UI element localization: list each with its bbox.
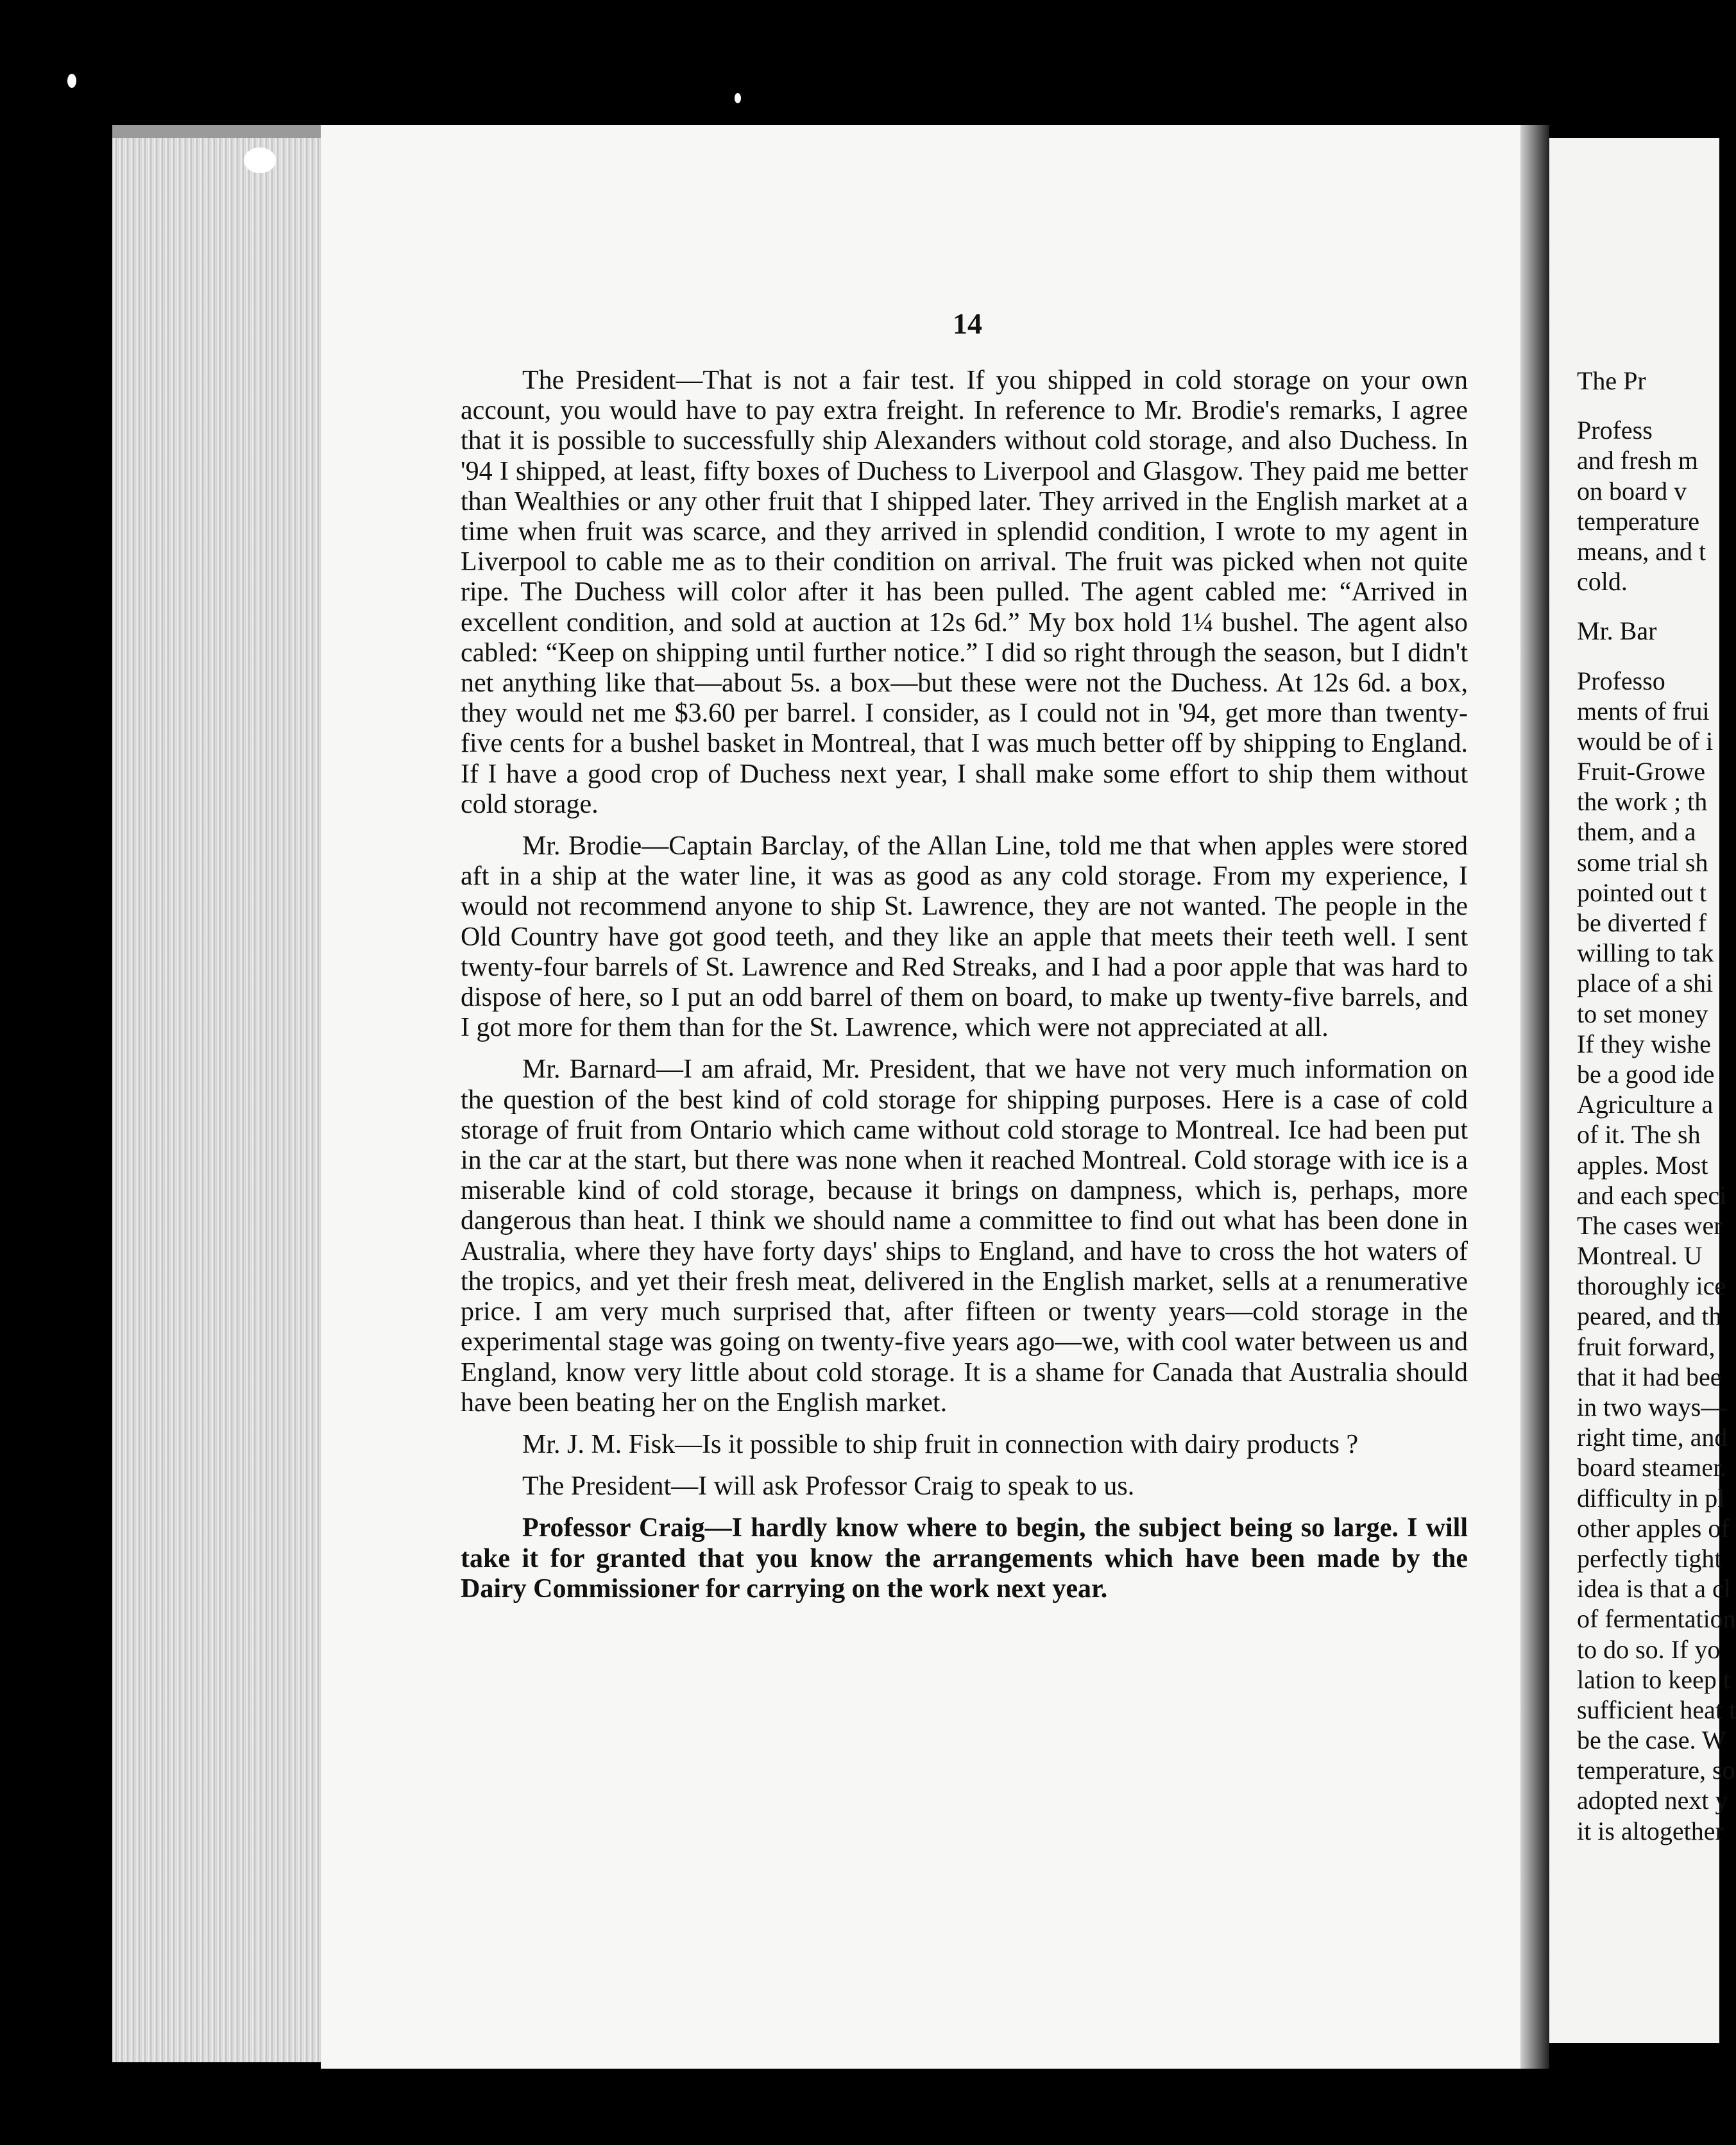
right-page-line: fruit forward, [1577, 1332, 1715, 1361]
right-page-line: Mr. Bar [1577, 616, 1657, 646]
right-page-line: willing to tak [1577, 938, 1714, 968]
right-page-line: Agriculture a [1577, 1090, 1714, 1119]
right-page-line: be diverted f [1577, 908, 1707, 937]
right-page-line: thoroughly ice [1577, 1271, 1726, 1301]
right-page-line: would be of i [1577, 726, 1714, 756]
right-page-line: and each speci [1577, 1180, 1727, 1210]
right-page-line: of it. The sh [1577, 1120, 1701, 1149]
right-page-line: be a good ide [1577, 1059, 1715, 1089]
book-gutter [1520, 125, 1549, 2069]
right-page-line: means, and t [1577, 536, 1706, 566]
right-page-line: them, and a [1577, 817, 1696, 847]
right-page-line: temperature [1577, 506, 1699, 536]
right-page-line: on board v [1577, 476, 1687, 505]
right-page-line: it is altogether [1577, 1816, 1724, 1845]
paragraph-fisk: Mr. J. M. Fisk—Is it possible to ship fruit in connection with dairy products ? [522, 1429, 1359, 1459]
right-page-text-fragments [1577, 366, 1736, 1846]
right-page-gap [1577, 396, 1724, 415]
main-text-column [461, 366, 1468, 1616]
right-page-line: cold. [1577, 567, 1628, 597]
right-page-line: place of a shi [1577, 969, 1714, 998]
right-page-line: to set money [1577, 999, 1708, 1028]
right-page-line: The Pr [1577, 366, 1646, 395]
right-page-line: adopted next y [1577, 1786, 1728, 1815]
right-page-line: and fresh m [1577, 446, 1698, 475]
right-page-line: in two ways— [1577, 1393, 1727, 1421]
scan-speck [244, 148, 276, 173]
right-page-line: perfectly tight [1577, 1543, 1722, 1573]
right-page-line: that it had bee [1577, 1362, 1722, 1391]
book-edge-top [112, 125, 324, 138]
right-page-line: other apples of [1577, 1513, 1730, 1543]
right-page-line: peared, and th [1577, 1301, 1722, 1331]
right-page-gap [1577, 647, 1724, 666]
right-page-line: to do so. If yo [1577, 1634, 1721, 1664]
paragraph-president-2: The President—I will ask Professor Craig to speak to us. [522, 1471, 1135, 1502]
right-page-line: Fruit-Growe [1577, 757, 1705, 786]
right-page-line: Profess [1577, 416, 1653, 445]
right-page-line: of fermentation [1577, 1604, 1736, 1634]
right-page-line: Montreal. U [1577, 1241, 1703, 1271]
paragraph-craig: Professor Craig—I hardly know where to begin, the subject being so large. I will take it for granted that you know the arrangements which have been made by the Dairy Commissioner for carrying on the work next year. [461, 1513, 1468, 1604]
right-page-line: If they wishe [1577, 1029, 1711, 1058]
right-page-line: ments of frui [1577, 696, 1710, 725]
right-page-gap [1577, 597, 1724, 616]
book-page-edges [112, 125, 324, 2062]
right-page-line: pointed out t [1577, 878, 1707, 907]
right-page-line: temperature, so [1577, 1756, 1735, 1785]
right-page-line: idea is that a cl [1577, 1574, 1731, 1604]
paragraph-president: The President—That is not a fair test. If you shipped in cold storage on your own account, you would have to pay extra freight. In reference to Mr. Brodie's remarks, I agree that it is possible to successfully ship Alexanders without cold storage, and also Duchess. In '94 I shipped, at least, fifty boxes of Duchess to Liverpool and Glasgow. They paid me better than Wealthies or any other fruit that I shipped later. They arrived in the English market at a time when fruit was scarce, and they arrived in splendid condition, I wrote to my agent in Liverpool to cable me as to their condition on arrival. The fruit was picked when not quite ripe. The Duchess will color after it has been pulled. The agent cabled me: “Arrived in excellent condition, and sold at auction at 12s 6d.” My box hold 1¼ bushel. The agent also cabled: “Keep on shipping until further notice.” I did so right through the season, but I didn't net anything like that—about 5s. a box—but these were not the Duchess. At 12s 6d. a box, they would net me $3.60 per barrel. I consider, as I could not in '94, get more than twenty-five cents for a bushel basket in Montreal, that I was much better off by shipping to England. If I have a good crop of Duchess next year, I shall make some effort to ship them without cold storage. [461, 366, 1468, 819]
right-page-line: The cases wer [1577, 1210, 1723, 1240]
right-page-line: right time, and [1577, 1423, 1728, 1452]
right-page-line: apples. Most [1577, 1150, 1708, 1180]
right-page-line: some trial sh [1577, 847, 1708, 877]
scan-speck [67, 74, 76, 88]
right-page-line: lation to keep t [1577, 1665, 1730, 1694]
right-page-line: difficulty in pl [1577, 1483, 1725, 1513]
right-page-line: board steamer. [1577, 1453, 1727, 1482]
right-page-line: Professo [1577, 666, 1665, 695]
page-number: 14 [953, 307, 982, 340]
scan-speck [735, 93, 741, 103]
paragraph-brodie: Mr. Brodie—Captain Barclay, of the Allan Line, told me that when apples were stored aft in a ship at the water line, it was as good as any cold storage. From my experience, I would not recommend anyone to ship St. Lawrence, they are not wanted. The people in the Old Country have got good teeth, and they like an apple that meets their teeth well. I sent twenty-four barrels of St. Lawrence and Red Streaks, and I had a poor apple that was hard to dispose of here, so I put an odd barrel of them on board, to make up twenty-five barrels, and I got more for them than for the St. Lawrence, which were not appreciated at all. [461, 831, 1468, 1043]
right-page-line: be the case. W [1577, 1725, 1726, 1755]
paragraph-barnard: Mr. Barnard—I am afraid, Mr. President, that we have not very much information on the question of the best kind of cold storage for shipping purposes. Here is a case of cold storage of fruit from Ontario which came without cold storage to Montreal. Ice had been put in the car at the start, but there was none when it reached Montreal. Cold storage with ice is a miserable kind of cold storage, because it brings on dampness, which is, perhaps, more dangerous than heat. I think we should name a committee to find out what has been done in Australia, where they have forty days' ships to England, and have to cross the hot waters of the tropics, and yet their fresh meat, delivered in the English market, sells at a renumerative price. I am very much surprised that, after fifteen or twenty years—cold storage in the experimental stage was going on twenty-five years ago—we, with cool water between us and England, know very little about cold storage. It is a shame for Canada that Australia should have been beating her on the English market. [461, 1055, 1468, 1418]
right-page-line: sufficient heat t [1577, 1695, 1736, 1724]
right-page-line: the work ; th [1577, 787, 1708, 817]
